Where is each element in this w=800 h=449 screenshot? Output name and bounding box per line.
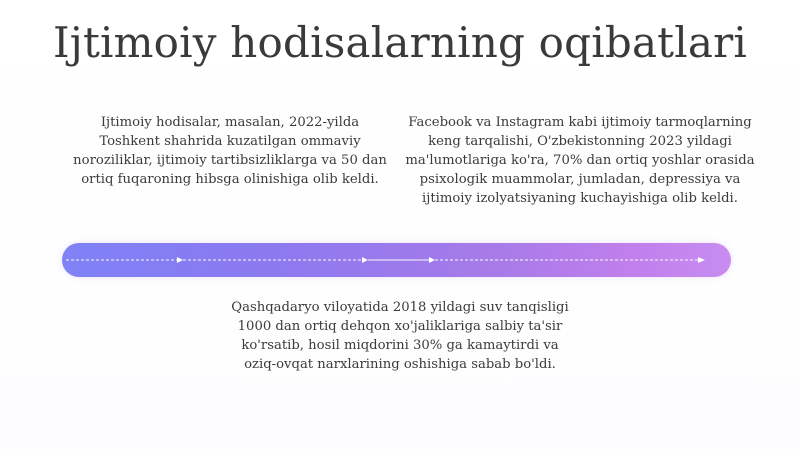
event-text-1: Ijtimoiy hodisalar, masalan, 2022-yilda Toshkent shahrida kuzatilgan ommaviy noroziliklar, ijtimoiy tartibsizliklarga va 50 dan ortiq fuqaroning hibsga olinishiga olib keldi. (73, 115, 387, 187)
timeline-arrow-line (62, 243, 731, 277)
timeline-arrowhead-3 (429, 257, 435, 263)
timeline-arrowhead-2 (362, 257, 368, 263)
event-text-3: Qashqadaryo viloyatida 2018 yildagi suv tanqisligi 1000 dan ortiq dehqon xo'jaliklariga salbiy ta'sir ko'rsatib, hosil miqdorini 30% ga kamaytirdi va oziq-ovqat narxlarining oshishiga sabab bo'ldi. (231, 300, 569, 372)
timeline-arrowhead-1 (177, 257, 183, 263)
timeline-arrowhead-4 (698, 257, 705, 263)
slide-title: Ijtimoiy hodisalarning oqibatlari (52, 18, 748, 67)
event-text-2: Facebook va Instagram kabi ijtimoiy tarmoqlarning keng tarqalishi, O'zbekistonning 2023 yildagi ma'lumotlariga ko'ra, 70% dan ortiq yoshlar orasida psixologik muammolar, jumladan, depressiya va ijtimoiy izolyatsiyaning kuchayishiga olib keldi. (405, 115, 755, 206)
timeline-bar (62, 243, 731, 277)
